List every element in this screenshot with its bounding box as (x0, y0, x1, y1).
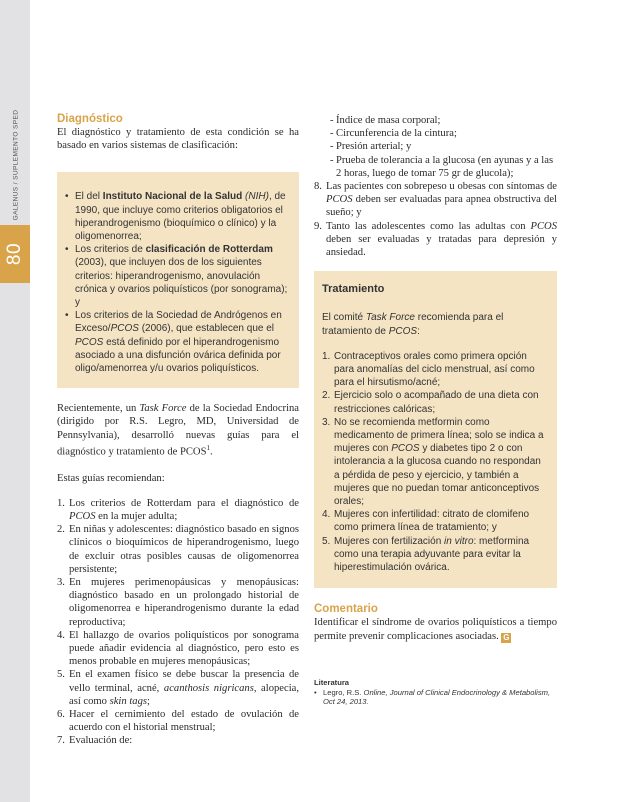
tratamiento-intro: El comité Task Force recomienda para el tratamiento de PCOS: (322, 312, 504, 337)
list-item: 2. Ejercicio solo o acompañado de una dieta con restricciones calóricas; (322, 390, 539, 415)
list-item: - Presión arterial; y (330, 140, 557, 153)
list-item: 3. No se recomienda metformin como medicamento de primera línea; solo se indica a mujeres con PCOS y diabetes tipo 2 o con intolerancia a la glucosa cuando no respondan a pérdida de peso y ejercicio, y también a mujeres que no puedan tomar anticonceptivos orales; (322, 416, 544, 508)
list-item: 1. Contraceptivos orales como primera opción para anomalías del ciclo menstrual, así como para el hirsutismo/acné; (322, 350, 535, 389)
comentario-text: Identificar el síndrome de ovarios poliquísticos a tiempo permite prevenir complicaciones asociadas. G (314, 617, 557, 642)
list-item: 7. Evaluación de: (57, 735, 133, 747)
criteria-box (57, 172, 299, 388)
list-item: 3. En mujeres perimenopáusicas y menopáusicas: diagnóstico basado en un prolongado historial de oligomenorrea e hiperandrogenismo durante la edad reproductiva; (57, 577, 299, 628)
evaluacion-list (314, 114, 557, 180)
page-number-badge (0, 225, 30, 283)
list-item: 8. Las pacientes con sobrepeso u obesas con síntomas de PCOS deben ser evaluadas para apnea obstructiva del sueño; y (314, 181, 557, 219)
literatura-heading: Literatura (314, 678, 350, 687)
criteria-item: • El del Instituto Nacional de la Salud (NIH), de 1990, que incluye como criterios obligatorios el hiperandrogenismo (bioquímico o clínico) y la oligomenorrea; (65, 190, 291, 243)
reference-item: • Legro, R.S. Online, Journal of Clinical Endocrinology & Metabolism, Oct 24, 2013. (314, 688, 559, 707)
right-column (314, 112, 557, 643)
list-item: 5. En el examen físico se debe buscar la presencia de vello terminal, acné, acanthosis nigricans, alopecia, así como skin tags; (57, 669, 299, 707)
literatura (314, 678, 559, 707)
left-column (57, 112, 299, 748)
taskforce-paragraph: Recientemente, un Task Force de la Sociedad Endocrina (dirigido por R.S. Legro, MD, Universidad de Pennsylvania), desarrolló nuevas guías para el diagnóstico y tratamiento de PCOS$^1$. (57, 403, 300, 458)
list-item: - Índice de masa corporal; (330, 114, 557, 127)
tratamiento-box (314, 271, 557, 588)
sidebar (0, 0, 30, 802)
diagnostico-intro: El diagnóstico y tratamiento de esta condición se ha basado en varios sistemas de clasificación: (57, 127, 299, 152)
list-item: 4. Mujeres con infertilidad: citrato de clomifeno como primera línea de tratamiento; y (322, 509, 530, 534)
criteria-item: • Los criterios de clasificación de Rotterdam (2003), que incluyen dos de los siguientes criterios: hiperandrogenismo, anovulación crónica y ovarios poliquísticos (por sonograma); y (65, 243, 291, 309)
running-title: GALENUS / SUPLEMENTO SPED (12, 109, 20, 221)
criteria-item: • Los criterios de la Sociedad de Andrógenos en Exceso/PCOS (2006), que establecen que el PCOS está definido por el hiperandrogenismo asociado a una disfunción ovárica definida por oligo/amenorrea y/u ovarios poliquísticos. (65, 309, 291, 375)
galenus-end-icon: G (503, 632, 510, 642)
list-item: 2. En niñas y adolescentes: diagnóstico basado en signos clínicos o bioquímicos de hiperandrogenismo, luego de excluir otras posibles causas de oligomenorrea persistente; (57, 524, 299, 575)
guias-intro: Estas guías recomiendan: (57, 472, 165, 484)
diagnostico-heading: Diagnóstico (57, 113, 123, 125)
guias-list-cont (314, 180, 557, 259)
page-number: 80 (3, 242, 25, 266)
list-item: - Prueba de tolerancia a la glucosa (en ayunas y a las 2 horas, luego de tomar 75 gr de glucola); (330, 154, 557, 180)
tratamiento-list (322, 350, 549, 574)
list-item: 5. Mujeres con fertilización in vitro: metformina como una terapia adyuvante para evitar la hiperestimulación ovárica. (322, 535, 530, 574)
list-item: - Circunferencia de la cintura; (330, 127, 557, 140)
list-item: 9. Tanto las adolescentes como las adultas con PCOS deben ser evaluadas y tratadas para depresión y ansiedad. (314, 220, 557, 259)
list-item: 1. Los criterios de Rotterdam para el diagnóstico de PCOS en la mujer adulta; (57, 497, 299, 522)
comentario-heading: Comentario (314, 603, 378, 616)
list-item: 6. Hacer el cernimiento del estado de ovulación de acuerdo con el historial menstrual; (57, 709, 299, 734)
tratamiento-heading: Tratamiento (322, 283, 385, 296)
list-item: 4. El hallazgo de ovarios poliquísticos por sonograma puede añadir evidencia al diagnóstico, pero esto es menos probable en mujeres menopáusicas; (57, 629, 299, 668)
guias-list (57, 497, 299, 748)
